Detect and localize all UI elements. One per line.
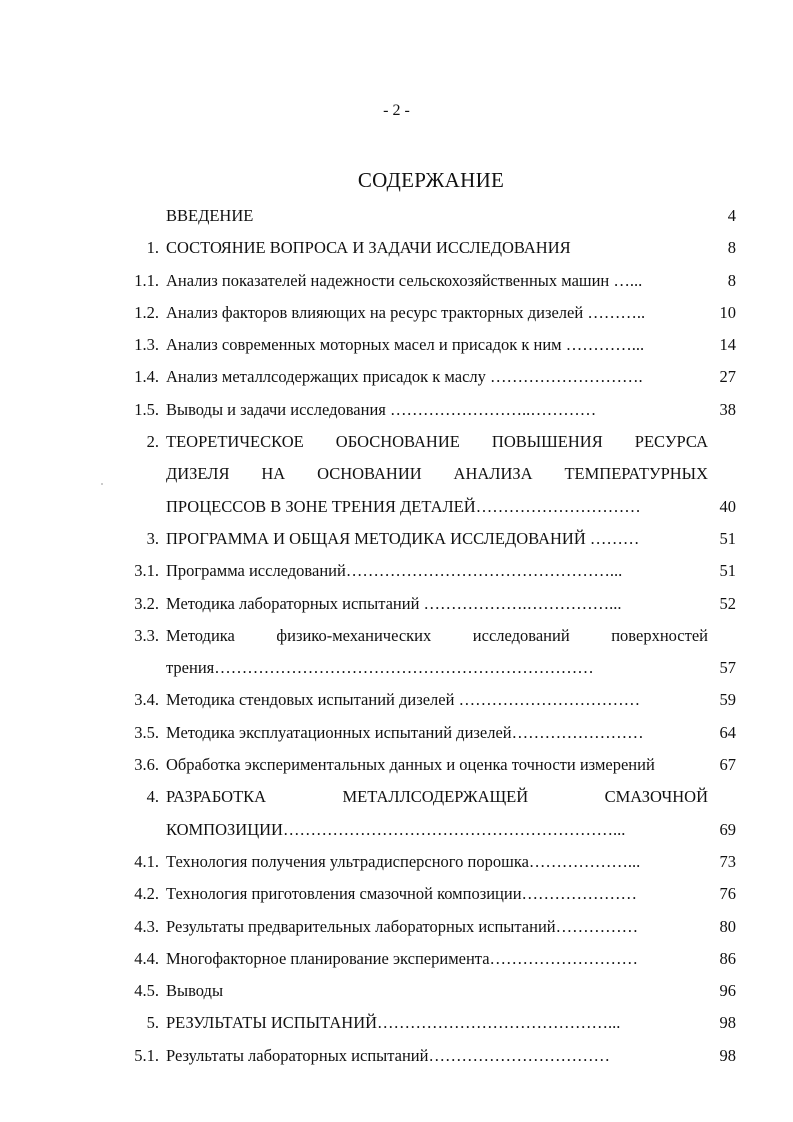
toc-entry-label: Методика эксплуатационных испытаний дизелей [166,722,512,742]
toc-entry-text [166,1046,610,1066]
toc-entry-number: 4.1. [134,851,159,871]
toc-entry-text-line-2 [166,820,625,840]
toc-entry-3-6[interactable] [0,749,793,781]
toc-entry-page: 80 [719,916,736,936]
toc-entry-number: 1.3. [134,335,159,355]
toc-leader-dots: ……………………..………… [385,399,597,419]
toc-entry-text: СОСТОЯНИЕ ВОПРОСА И ЗАДАЧИ ИССЛЕДОВАНИЯ [166,238,571,258]
toc-entry-text-line-1: Методика физико-механических исследований поверхностей [166,625,708,645]
toc-entry-4-3[interactable] [0,911,793,943]
toc-entry-label: Технология получения ультрадисперсного порошка [166,851,529,871]
toc-entry-number: 3.3. [134,625,159,645]
toc-entry-number: 3.2. [134,593,159,613]
toc-entry-text: ВВЕДЕНИЕ [166,206,254,225]
toc-entry-page: 8 [727,270,736,290]
toc-entry-text [166,367,643,387]
toc-entry-label: ПРОГРАММА И ОБЩАЯ МЕТОДИКА ИССЛЕДОВАНИЙ [166,528,586,548]
toc-entry-page: 96 [719,981,736,1001]
toc-entry-label: Результаты лабораторных испытаний [166,1045,429,1065]
toc-leader-dots: …………………………… [454,690,641,710]
toc-entry-text [166,400,596,420]
toc-entry-page: 38 [719,399,736,419]
toc-entry-text [166,271,642,291]
toc-entry-1-1[interactable] [0,265,793,297]
toc-entry-text-line-3 [166,497,641,517]
toc-entry-text [166,561,622,581]
toc-leader-dots: ………………………… [475,496,641,516]
toc-entry-4-5[interactable] [0,975,793,1007]
toc-entry-text-line-2: ДИЗЕЛЯ НА ОСНОВАНИИ АНАЛИЗА ТЕМПЕРАТУРНЫХ [166,464,708,484]
toc-entry-page: 51 [719,561,736,581]
toc-entry-number: 4.4. [134,948,159,968]
toc-entry-4-1[interactable] [0,846,793,878]
toc-leader-dots: ………………... [528,851,641,871]
toc-entry-number: 3.4. [134,690,159,710]
toc-entry-5-1[interactable] [0,1040,793,1072]
toc-entry-page: 51 [719,528,736,548]
toc-entry-page: 76 [719,884,736,904]
scan-speck [101,483,103,485]
toc-leader-dots: …………………………………………... [345,561,623,581]
toc-entry-3-2[interactable] [0,588,793,620]
toc-leader-dots: …………... [561,335,645,355]
toc-leader-dots: ………………………. [485,367,643,387]
toc-entry-label: Анализ показателей надежности сельскохозяйственных машин [166,270,610,290]
toc-entry-1-3[interactable] [0,329,793,361]
toc-entry-label: Результаты предварительных лабораторных испытаний [166,916,556,936]
toc-leader-dots: ……… [585,528,640,548]
toc-entry-number: 5. [146,1013,159,1033]
toc-leader-dots: ……………….……………... [419,593,622,613]
toc-entry-number: 1. [146,238,159,258]
toc-entry-3-1[interactable] [0,555,793,587]
toc-entry-page: 59 [719,690,736,710]
toc-entry-introduction[interactable] [0,200,793,232]
toc-entry-5[interactable] [0,1007,793,1039]
toc-entry-label: Анализ факторов влияющих на ресурс тракторных дизелей [166,302,584,322]
toc-entry-text-line-2 [166,658,594,678]
toc-entry-page: 10 [719,302,736,322]
toc-entry-page: 27 [719,367,736,387]
toc-entry-label: Анализ современных моторных масел и присадок к ним [166,335,562,355]
toc-entry-label: КОМПОЗИЦИИ [166,819,283,839]
toc-entry-4-4[interactable] [0,943,793,975]
page-number: - 2 - [383,102,410,119]
toc-entry-page: 86 [719,948,736,968]
toc-entry-number: 1.2. [134,302,159,322]
toc-entry-label: Технология приготовления смазочной композиции [166,884,522,904]
toc-entry-text [166,884,637,904]
toc-entry-text [166,949,638,969]
toc-entry-text: Обработка экспериментальных данных и оценка точности измерений [166,755,655,775]
toc-entry-number: 4.5. [134,981,159,1001]
toc-entry-number: 1.4. [134,367,159,387]
toc-entry-text [166,335,644,355]
toc-entry-page: 52 [719,593,736,613]
toc-entry-label: Выводы и задачи исследования [166,399,386,419]
toc-entry-1-5[interactable] [0,394,793,426]
toc-entry-text [166,723,644,743]
toc-entry-number: 3.1. [134,561,159,581]
toc-entry-label: Методика стендовых испытаний дизелей [166,690,455,710]
toc-leader-dots: …………………… [511,722,644,742]
toc-leader-dots: …………………………… [428,1045,610,1065]
toc-entry-number: 1.1. [134,270,159,290]
toc-entry-3-4[interactable] [0,684,793,716]
toc-entry-4-continued [0,814,793,846]
toc-entry-label: трения [166,658,215,678]
toc-entry-3[interactable] [0,523,793,555]
toc-leader-dots: ……….. [583,302,646,322]
toc-entry-1-4[interactable] [0,361,793,393]
toc-entry-1[interactable] [0,232,793,264]
toc-entry-page: 57 [719,658,736,678]
toc-leader-dots: ……………………………………... [377,1013,621,1033]
toc-entry-label: Методика лабораторных испытаний [166,593,420,613]
toc-entry-2[interactable] [0,426,793,458]
toc-entry-text-line-1: ТЕОРЕТИЧЕСКОЕ ОБОСНОВАНИЕ ПОВЫШЕНИЯ РЕСУРСА [166,432,708,452]
toc-entry-label: РЕЗУЛЬТАТЫ ИСПЫТАНИЙ [166,1013,378,1033]
toc-entry-text [166,690,640,710]
toc-entry-number: 4.3. [134,916,159,936]
toc-entry-page: 98 [719,1045,736,1065]
toc-entry-2-continued [0,491,793,523]
toc-entry-text: Выводы [166,981,224,1001]
toc-entry-label: Многофакторное планирование эксперимента [166,948,490,968]
toc-entry-page: 67 [719,755,736,775]
toc-entry-2-continued [0,458,793,490]
toc-entry-page: 98 [719,1013,736,1033]
toc-entry-number: 3. [146,528,159,548]
toc-entry-page: 8 [727,238,736,258]
toc-entry-3-3[interactable] [0,620,793,652]
toc-entry-4[interactable] [0,781,793,813]
toc-leader-dots: …... [609,270,643,290]
toc-entry-page: 14 [719,335,736,355]
toc-entry-1-2[interactable] [0,297,793,329]
toc-entry-text [166,303,645,323]
toc-entry-number: 4. [146,787,159,807]
toc-entry-number: 3.6. [134,755,159,775]
toc-entry-page: 73 [719,851,736,871]
toc-entry-4-2[interactable] [0,878,793,910]
toc-entry-label: Программа исследований [166,561,346,581]
toc-leader-dots: ……………………………………………………... [282,819,626,839]
toc-entry-page: 4 [727,206,736,225]
toc-leader-dots: ……………………… [489,948,639,968]
toc-entry-number: 2. [146,432,159,452]
toc-entry-page: 64 [719,722,736,742]
toc-entry-label: Анализ металлсодержащих присадок к маслу [166,367,486,387]
toc-entry-text [166,1013,620,1033]
toc-entry-number: 4.2. [134,884,159,904]
toc-entry-page: 69 [719,819,736,839]
toc-entry-3-3-continued [0,652,793,684]
toc-leader-dots: ………………… [521,884,638,904]
toc-entry-page: 40 [719,496,736,516]
toc-entry-text [166,917,638,937]
toc-leader-dots: …………… [555,916,639,936]
toc-leader-dots: …………………………………………………………… [214,658,594,678]
toc-entry-number: 3.5. [134,722,159,742]
toc-entry-text [166,594,622,614]
table-of-contents [0,200,793,1072]
toc-entry-text-line-1: РАЗРАБОТКА МЕТАЛЛСОДЕРЖАЩЕЙ СМАЗОЧНОЙ [166,787,708,807]
toc-entry-number: 5.1. [134,1045,159,1065]
toc-title: СОДЕРЖАНИЕ [357,168,505,192]
toc-entry-text [166,529,639,549]
toc-entry-text [166,852,640,872]
toc-entry-number: 1.5. [134,399,159,419]
toc-entry-3-5[interactable] [0,717,793,749]
toc-entry-label: ПРОЦЕССОВ В ЗОНЕ ТРЕНИЯ ДЕТАЛЕЙ [166,496,476,516]
